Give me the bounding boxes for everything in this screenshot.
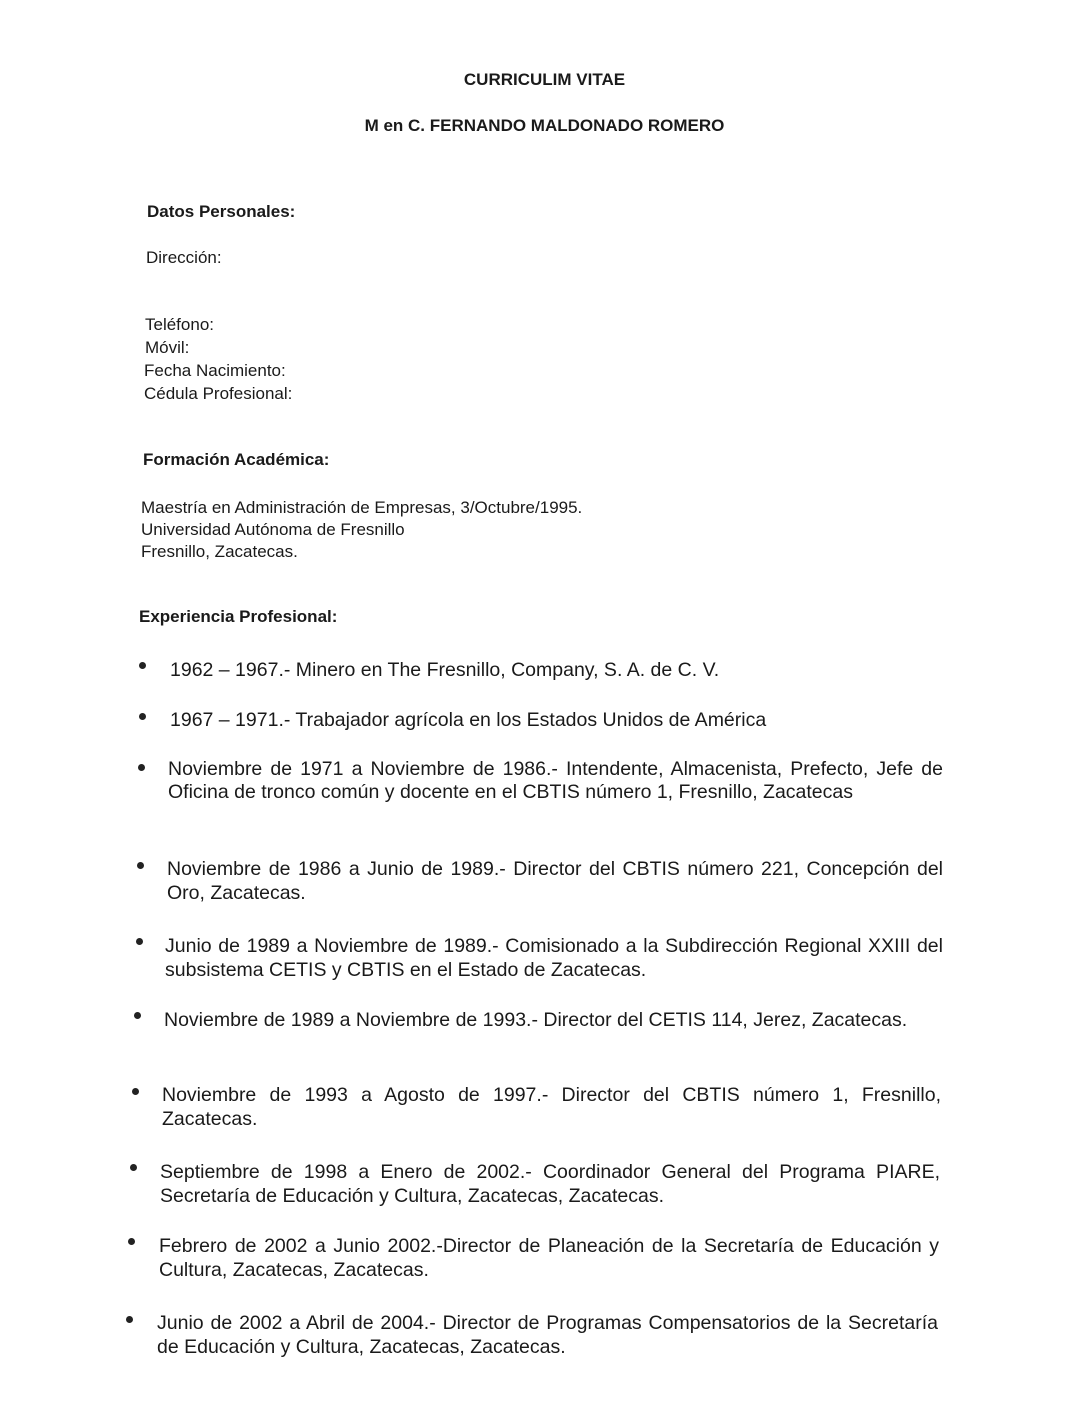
bullet-icon: [128, 1238, 135, 1245]
phone-label: Teléfono:: [145, 315, 214, 334]
experience-item: Febrero de 2002 a Junio 2002.-Director de Planeación de la Secretaría de Educación y Cultura, Zacatecas, Zacatecas.: [159, 1235, 939, 1281]
education-line: Fresnillo, Zacatecas.: [141, 542, 298, 561]
experience-item: 1962 – 1967.- Minero en The Fresnillo, Company, S. A. de C. V.: [170, 659, 720, 681]
mobile-label: Móvil:: [145, 338, 190, 357]
experience-item: Noviembre de 1989 a Noviembre de 1993.- Director del CETIS 114, Jerez, Zacatecas.: [164, 1009, 908, 1031]
education-line: Universidad Autónoma de Fresnillo: [141, 520, 405, 539]
bullet-icon: [136, 938, 143, 945]
document-title: CURRICULIM VITAE: [463, 70, 626, 89]
experience-item: Septiembre de 1998 a Enero de 2002.- Coordinador General del Programa PIARE, Secretaría de Educación y Cultura, Zacatecas, Zacatecas.: [160, 1161, 940, 1207]
bullet-icon: [137, 862, 144, 869]
bullet-icon: [138, 764, 145, 771]
education-heading: Formación Académica:: [143, 450, 330, 469]
person-name: M en C. FERNANDO MALDONADO ROMERO: [364, 116, 725, 135]
experience-item: Noviembre de 1993 a Agosto de 1997.- Director del CBTIS número 1, Fresnillo, Zacatecas.: [162, 1084, 941, 1130]
bullet-icon: [126, 1316, 133, 1323]
education-line: Maestría en Administración de Empresas, 3/Octubre/1995.: [141, 498, 583, 517]
bullet-icon: [132, 1088, 139, 1095]
address-label: Dirección:: [146, 248, 222, 267]
personal-heading: Datos Personales:: [147, 202, 296, 221]
experience-item: 1967 – 1971.- Trabajador agrícola en los Estados Unidos de América: [170, 709, 767, 731]
birthdate-label: Fecha Nacimiento:: [144, 361, 286, 380]
bullet-icon: [139, 662, 146, 669]
experience-item: Junio de 2002 a Abril de 2004.- Director de Programas Compensatorios de la Secretaría de Educación y Cultura, Zacatecas, Zacatecas.: [157, 1312, 938, 1358]
bullet-icon: [130, 1164, 137, 1171]
license-label: Cédula Profesional:: [144, 384, 293, 403]
bullet-icon: [134, 1012, 141, 1019]
experience-heading: Experiencia Profesional:: [139, 607, 338, 626]
experience-item: Noviembre de 1971 a Noviembre de 1986.- Intendente, Almacenista, Prefecto, Jefe de Oficina de tronco común y docente en el CBTIS número 1, Fresnillo, Zacatecas: [168, 758, 943, 803]
bullet-icon: [139, 713, 146, 720]
experience-item: Noviembre de 1986 a Junio de 1989.- Director del CBTIS número 221, Concepción del Oro, Zacatecas.: [167, 858, 943, 904]
experience-item: Junio de 1989 a Noviembre de 1989.- Comisionado a la Subdirección Regional XXIII del subsistema CETIS y CBTIS en el Estado de Zacatecas.: [165, 935, 943, 981]
